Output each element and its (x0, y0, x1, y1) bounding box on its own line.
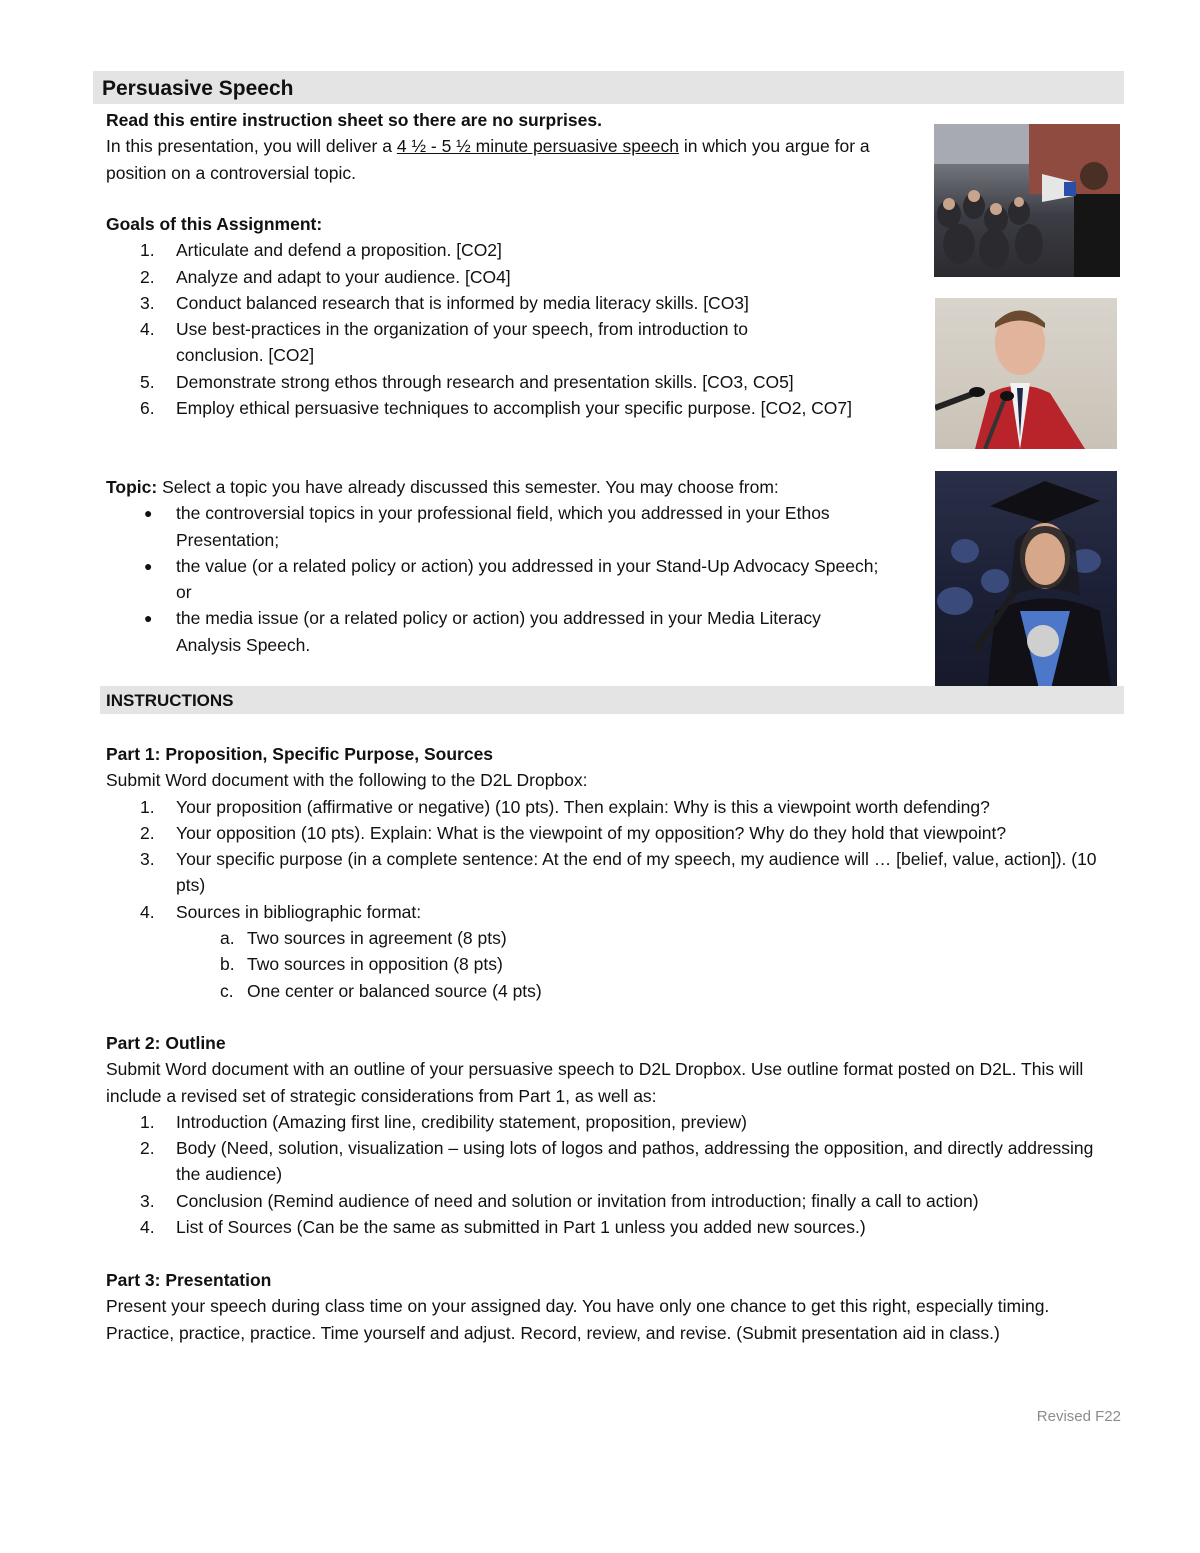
topic-label: Topic: (106, 477, 158, 497)
intro-line-pre: In this presentation, you will deliver a (106, 136, 397, 157)
item-text: Sources in bibliographic format: (176, 901, 422, 922)
list-item (106, 794, 1126, 820)
list-item (106, 1135, 1116, 1188)
list-number: 3. (140, 292, 155, 313)
list-item (106, 264, 906, 290)
rally-megaphone-photo (934, 124, 1120, 277)
topic-bullets (106, 500, 906, 658)
list-number: 6. (140, 398, 155, 419)
item-text: Two sources in opposition (8 pts) (247, 954, 503, 975)
part3-text: Present your speech during class time on your assigned day. You have only one chance to get this right, especially timing. Practice, practice, practice. Time yourself and adjust. Record, review, and revise. (Submit presentation aid in class.) (106, 1296, 1050, 1343)
part1-heading: Part 1: Proposition, Specific Purpose, Sources (106, 744, 494, 764)
list-item (106, 237, 906, 263)
graduate-speaker-photo (935, 471, 1117, 713)
bullet-text: the value (or a related policy or action) you addressed in your Stand-Up Advocacy Speech; or (176, 555, 879, 603)
list-item (106, 369, 906, 395)
sources-sublist (106, 925, 1126, 1004)
part1-section (106, 741, 1126, 1004)
bullet-text: the media issue (or a related policy or action) you addressed in your Media Literacy Analysis Speech. (176, 608, 821, 655)
list-number: 3. (140, 1190, 155, 1211)
list-number: 3. (140, 849, 155, 870)
list-item (106, 553, 896, 606)
list-number: 1. (140, 1111, 155, 1132)
part2-intro: Submit Word document with an outline of your persuasive speech to D2L Dropbox. Use outline format posted on D2L. This will include a revised set of strategic considerations from Part 1, as well as: (106, 1059, 1084, 1106)
revision-note: Revised F22 (1036, 1408, 1121, 1425)
list-item (106, 1109, 1116, 1135)
list-item (106, 899, 1126, 925)
part2-section (106, 1030, 1116, 1240)
part1-list (106, 794, 1126, 925)
instructions-heading: INSTRUCTIONS (106, 691, 234, 710)
title-bar (93, 71, 1124, 104)
item-text: Two sources in agreement (8 pts) (247, 928, 507, 949)
list-number: 2. (140, 1138, 155, 1159)
part3-heading: Part 3: Presentation (106, 1270, 272, 1290)
intro-section (106, 107, 906, 186)
list-item (106, 500, 876, 553)
bullet-icon: ● (144, 505, 153, 522)
goals-list (106, 237, 906, 421)
item-text: Your opposition (10 pts). Explain: What is the viewpoint of my opposition? Why do they hold that viewpoint? (176, 822, 1007, 843)
topic-text: Select a topic you have already discussed this semester. You may choose from: (157, 477, 779, 497)
list-number: 5. (140, 371, 155, 392)
topic-line (106, 474, 906, 500)
list-item (106, 925, 1126, 951)
list-number: 1. (140, 796, 155, 817)
goal-text: Conduct balanced research that is informed by media literacy skills. [CO3] (176, 292, 749, 313)
item-text: Your specific purpose (in a complete sentence: At the end of my speech, my audience will … [belief, value, action]). (10 pts) (176, 849, 1097, 896)
bullet-icon: ● (144, 557, 153, 574)
speaker-at-microphone-photo (935, 298, 1117, 449)
goal-text: Employ ethical persuasive techniques to accomplish your specific purpose. [CO2, CO7] (176, 398, 853, 419)
list-item (106, 605, 866, 658)
goals-section (106, 211, 906, 421)
goal-text: Articulate and defend a proposition. [CO2] (176, 240, 502, 261)
list-item (106, 316, 836, 369)
part2-heading: Part 2: Outline (106, 1033, 226, 1053)
list-number: 4. (140, 901, 155, 922)
intro-line-post: in which you argue for a position on a controversial topic. (106, 136, 870, 183)
list-number: 2. (140, 822, 155, 843)
part1-intro: Submit Word document with the following to the D2L Dropbox: (106, 770, 588, 791)
topic-section (106, 474, 906, 658)
list-item (106, 820, 1126, 846)
goal-text: Demonstrate strong ethos through research and presentation skills. [CO3, CO5] (176, 371, 794, 392)
list-item (106, 395, 896, 421)
item-text: Conclusion (Remind audience of need and solution or invitation from introduction; finally a call to action) (176, 1190, 979, 1211)
list-item (106, 978, 1126, 1004)
goal-text: Use best-practices in the organization of your speech, from introduction to conclusion. [CO2] (176, 319, 748, 366)
goal-text: Analyze and adapt to your audience. [CO4] (176, 266, 511, 287)
list-item (106, 290, 906, 316)
item-text: Introduction (Amazing first line, credibility statement, proposition, preview) (176, 1111, 747, 1132)
goals-heading: Goals of this Assignment: (106, 214, 323, 234)
bullet-icon: ● (144, 610, 153, 627)
list-item (106, 951, 1126, 977)
part3-section (106, 1267, 1121, 1346)
list-number: 2. (140, 266, 155, 287)
page-title: Persuasive Speech (102, 77, 294, 100)
item-text: Your proposition (affirmative or negative) (10 pts). Then explain: Why is this a viewpoint worth defending? (176, 796, 990, 817)
bullet-text: the controversial topics in your professional field, which you addressed in your Ethos Presentation; (176, 503, 830, 550)
intro-line (106, 133, 876, 186)
item-text: One center or balanced source (4 pts) (247, 980, 542, 1001)
item-text: List of Sources (Can be the same as submitted in Part 1 unless you added new sources.) (176, 1217, 866, 1238)
list-number: 1. (140, 240, 155, 261)
list-letter: a. (220, 928, 235, 949)
list-letter: b. (220, 954, 235, 975)
list-number: 4. (140, 1217, 155, 1238)
item-text: Body (Need, solution, visualization – using lots of logos and pathos, addressing the opposition, and directly addressing the audience) (176, 1138, 1094, 1185)
part2-list (106, 1109, 1116, 1240)
list-item (106, 846, 1101, 899)
list-item (106, 1214, 1116, 1240)
instructions-bar (100, 686, 1124, 714)
speech-length: 4 ½ - 5 ½ minute persuasive speech (396, 136, 679, 157)
intro-warning: Read this entire instruction sheet so there are no surprises. (106, 110, 602, 130)
list-item (106, 1188, 1116, 1214)
list-letter: c. (220, 980, 234, 1001)
list-number: 4. (140, 319, 155, 340)
